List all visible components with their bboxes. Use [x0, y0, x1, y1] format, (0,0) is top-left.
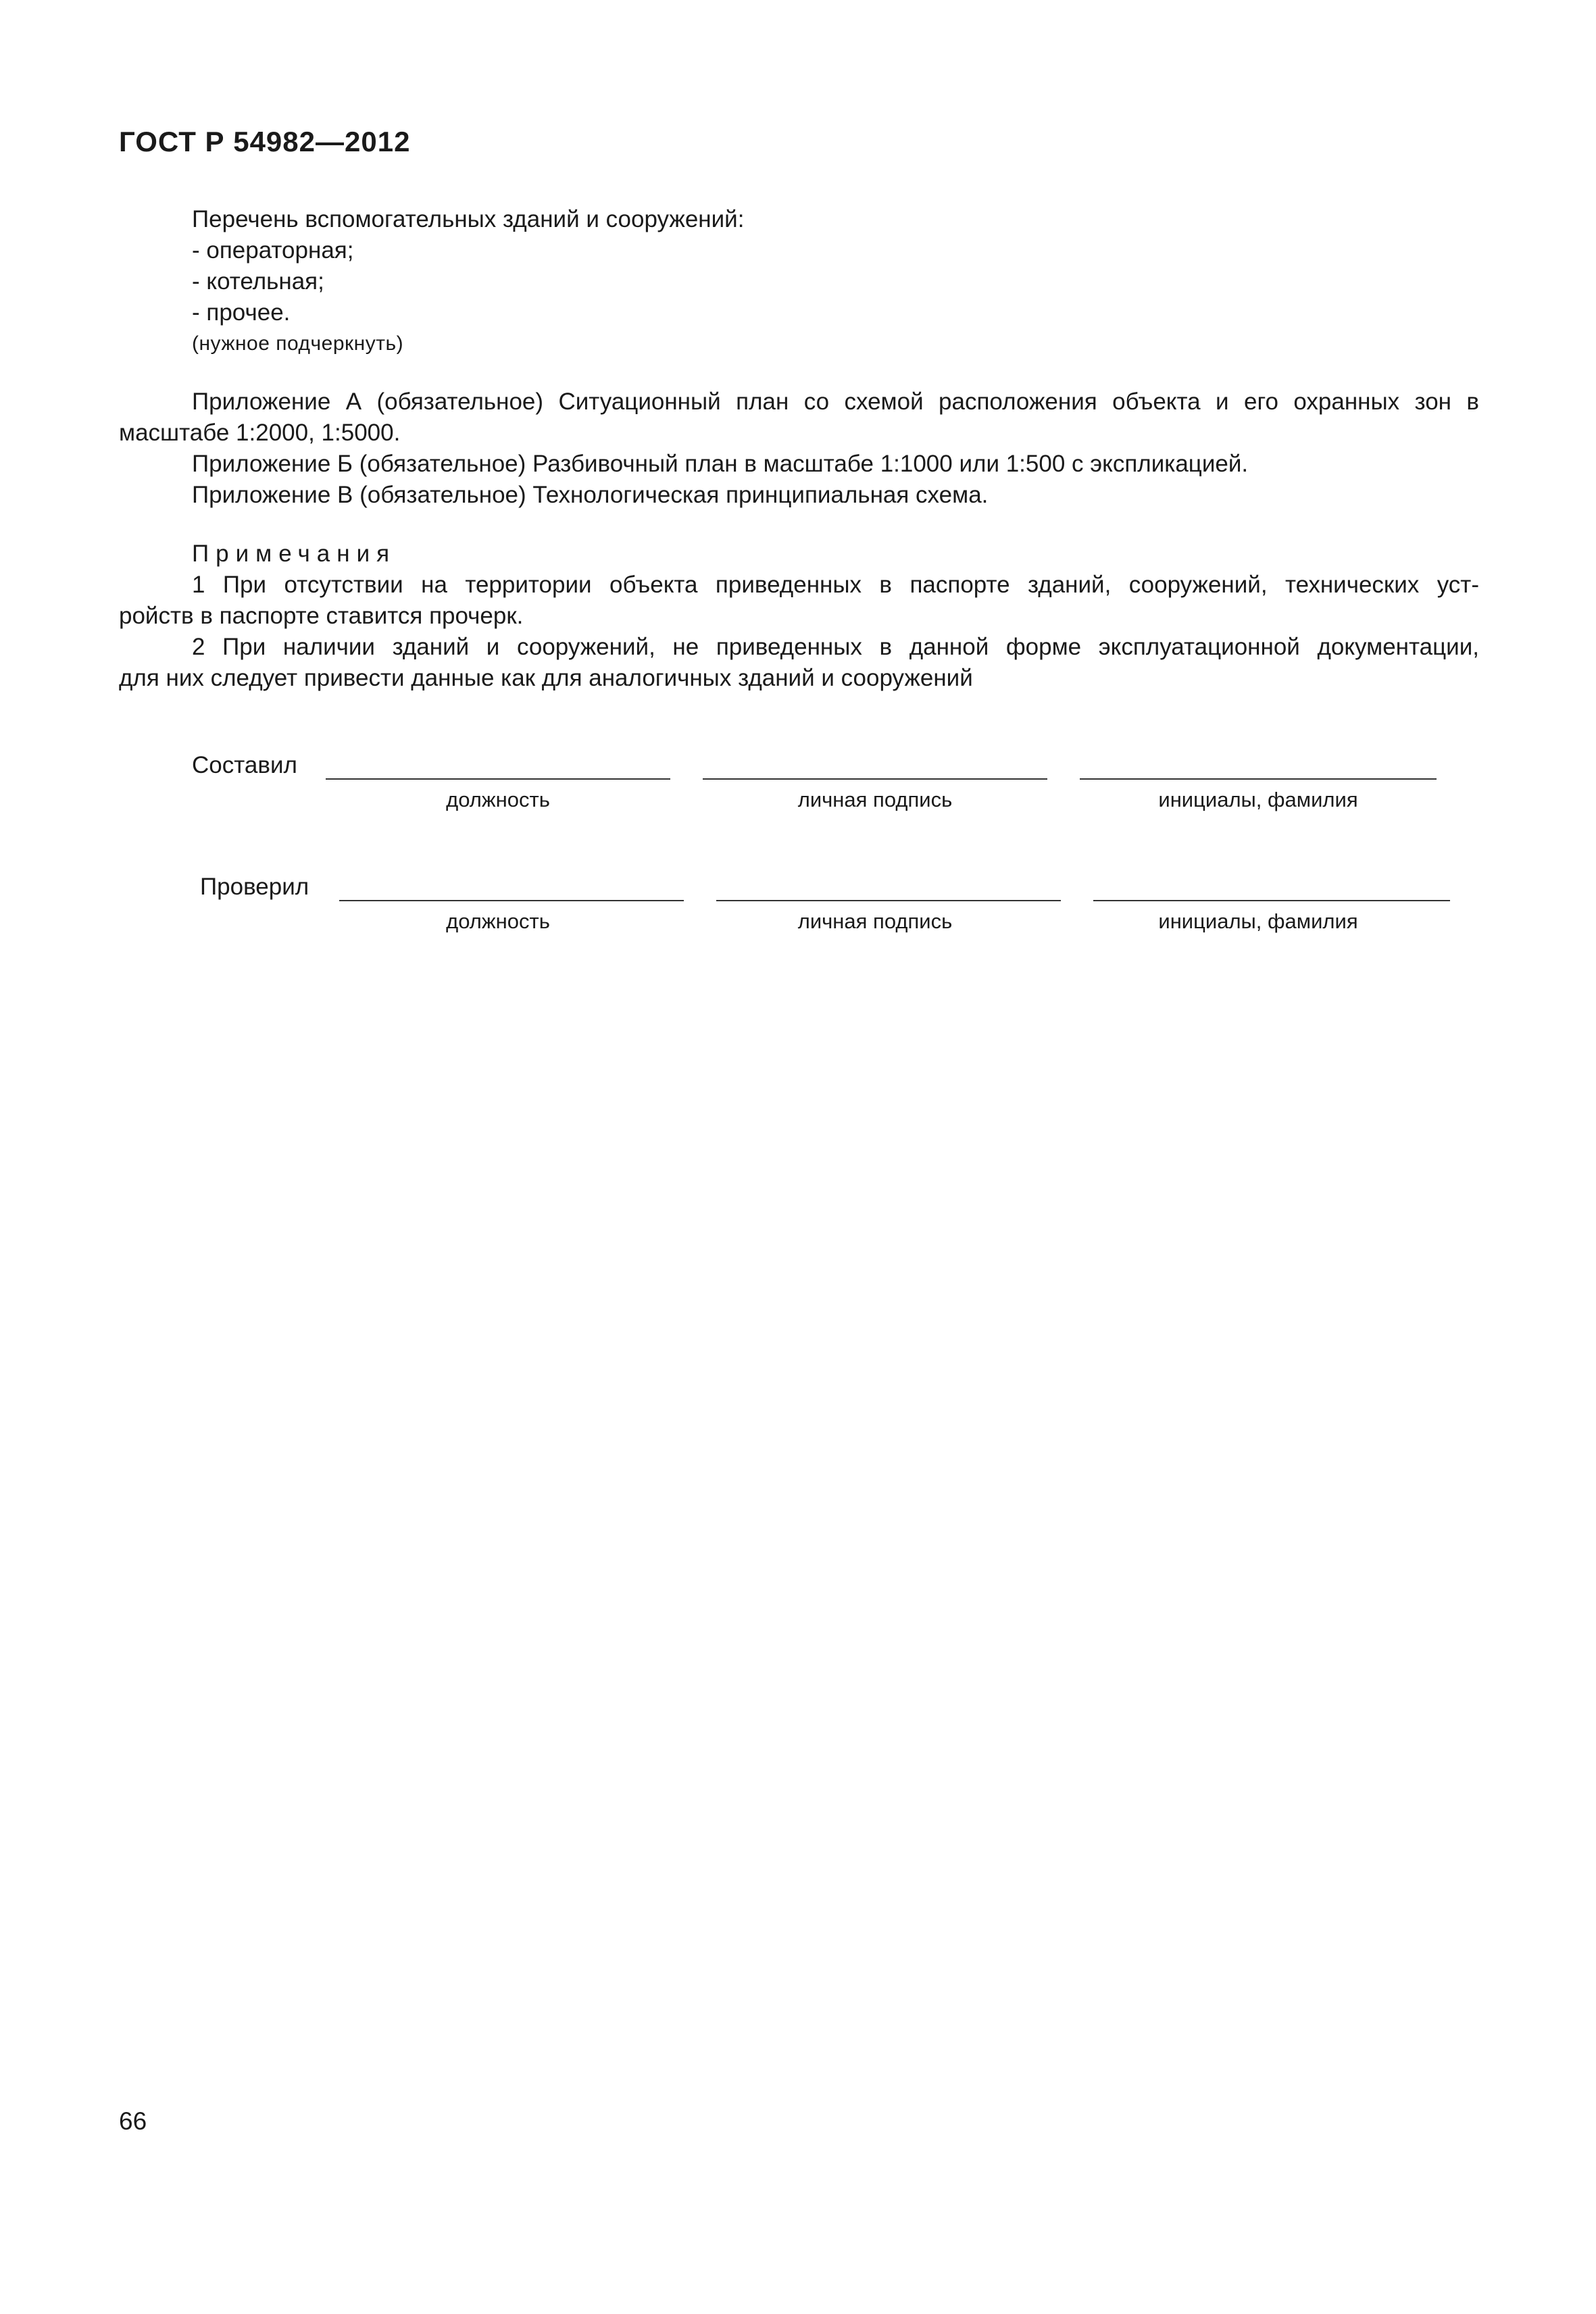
signature-compiled-block [0, 750, 1596, 824]
signature-caption: личная подпись [797, 788, 953, 811]
note-1-text-continued: ройств в паспорте ставится прочерк. [119, 603, 524, 629]
name-caption: инициалы, фамилия [1158, 788, 1358, 811]
signature-compiled-label: Составил [192, 752, 297, 778]
note-2-text: 2 При наличии зданий и сооружений, не приведенных в данной форме эксплуатационной документации, [192, 634, 1479, 660]
signature-field[interactable] [716, 900, 1061, 901]
name-field[interactable] [1093, 900, 1450, 901]
appendix-a-text: Приложение А (обязательное) Ситуационный план со схемой расположения объекта и его охранных зон в [192, 388, 1479, 415]
appendix-b-text: Приложение Б (обязательное) Разбивочный план в масштабе 1:1000 или 1:500 с экспликацией. [192, 451, 1249, 477]
appendices-section [119, 386, 1479, 511]
notes-heading: Примечания [192, 540, 397, 567]
list-item: - котельная; [192, 268, 324, 295]
underline-instruction: (нужное подчеркнуть) [192, 332, 404, 355]
aux-buildings-heading: Перечень вспомогательных зданий и сооружений: [192, 206, 745, 232]
document-header: ГОСТ Р 54982—2012 [119, 126, 411, 157]
aux-buildings-section [119, 204, 1479, 359]
notes-section [119, 538, 1479, 694]
position-caption: должность [446, 788, 550, 811]
position-field[interactable] [326, 778, 670, 780]
note-1-text: 1 При отсутствии на территории объекта приведенных в паспорте зданий, сооружений, технических уст- [192, 572, 1479, 598]
name-caption: инициалы, фамилия [1158, 909, 1358, 933]
signature-checked-label: Проверил [200, 874, 309, 900]
list-item: - операторная; [192, 237, 354, 263]
note-2-text-continued: для них следует привести данные как для аналогичных зданий и сооружений [119, 665, 973, 691]
name-field[interactable] [1080, 778, 1437, 780]
signature-checked-block [0, 872, 1596, 946]
appendix-c-text: Приложение В (обязательное) Технологическая принципиальная схема. [192, 482, 989, 508]
position-field[interactable] [339, 900, 684, 901]
page-number: 66 [119, 2107, 147, 2135]
list-item: - прочее. [192, 299, 291, 326]
signature-caption: личная подпись [797, 909, 953, 933]
appendix-a-text-continued: масштабе 1:2000, 1:5000. [119, 420, 401, 446]
position-caption: должность [446, 909, 550, 933]
signature-field[interactable] [703, 778, 1047, 780]
